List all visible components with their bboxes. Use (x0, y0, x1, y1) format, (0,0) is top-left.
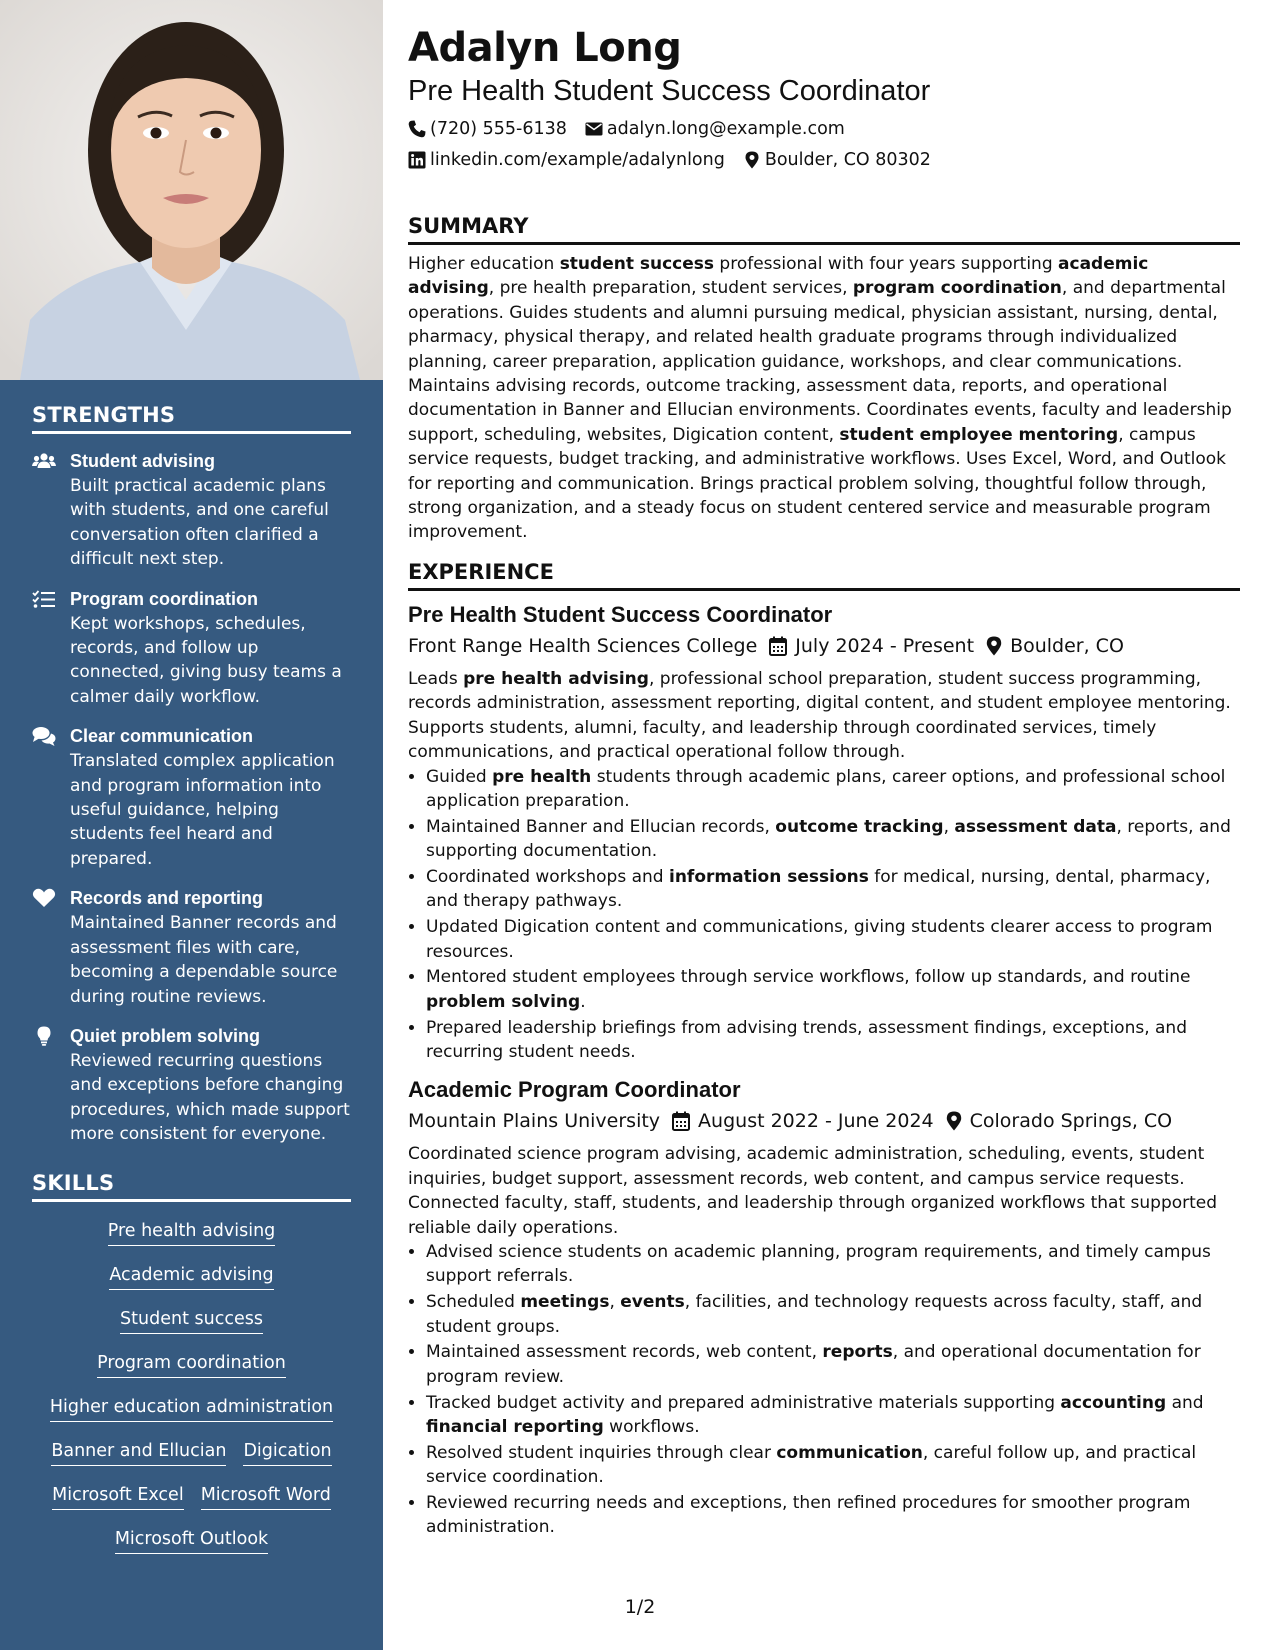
main-content (408, 22, 1240, 1541)
job-location (946, 1108, 1173, 1134)
job-bullet: • Guided pre health students through academic plans, career options, and professional school application preparation. (426, 765, 1240, 814)
job-bullet: • Coordinated workshops and information sessions for medical, nursing, dental, pharmacy, and therapy pathways. (426, 865, 1240, 914)
skill-tag: Program coordination (97, 1352, 286, 1378)
job-location-text: Colorado Springs, CO (969, 1110, 1173, 1133)
experience-section (408, 559, 1240, 1540)
job-meta (408, 633, 1240, 659)
job-title: Pre Health Student Success Coordinator (408, 601, 833, 627)
contact-row (408, 116, 1240, 142)
map-pin-icon (743, 151, 761, 169)
strength-description: Translated complex application and program information into useful guidance, helping students feel heard and prepared. (70, 751, 335, 869)
lightbulb-icon (32, 1026, 56, 1046)
sidebar (0, 0, 383, 1650)
strength-item (32, 588, 351, 710)
phone-contact (408, 116, 567, 142)
skills-heading: SKILLS (32, 1171, 351, 1202)
email-contact[interactable] (585, 116, 845, 142)
users-icon (32, 451, 56, 471)
job-bullet: • Maintained Banner and Ellucian records, outcome tracking, assessment data, reports, and supporting documentation. (426, 815, 1240, 864)
map-pin-icon (946, 1111, 962, 1131)
strength-title: Student advising (70, 451, 216, 471)
strength-title: Program coordination (70, 588, 259, 609)
phone-text: (720) 555-6138 (430, 119, 567, 139)
job-bullet: • Mentored student employees through service workflows, follow up standards, and routine problem solving. (426, 965, 1240, 1014)
linkedin-contact[interactable] (408, 147, 725, 173)
strength-description: Built practical academic plans with students, and one careful conversation often clarified a difficult next step. (70, 476, 329, 570)
strength-item (32, 725, 351, 871)
job-meta (408, 1108, 1240, 1134)
job-title: Academic Program Coordinator (408, 1077, 741, 1103)
skill-tag: Student success (120, 1308, 263, 1334)
job-company: Mountain Plains University (408, 1110, 661, 1133)
skill-tag: Banner and Ellucian (51, 1440, 226, 1466)
profile-photo (0, 0, 383, 380)
strength-description: Reviewed recurring questions and exceptions before changing procedures, which made support more consistent for everyone. (70, 1050, 350, 1145)
linkedin-icon (408, 151, 426, 169)
skill-tag: Digication (243, 1440, 331, 1466)
heart-icon (32, 888, 56, 908)
job-bullet: • Advised science students on academic planning, program requirements, and timely campus support referrals. (426, 1240, 1240, 1289)
experience-heading: EXPERIENCE (408, 559, 1240, 591)
job-bullet: • Resolved student inquiries through clear communication, careful follow up, and practical service coordination. (426, 1441, 1240, 1490)
skills-section (32, 1171, 351, 1572)
strengths-heading: STRENGTHS (32, 403, 351, 434)
email-text[interactable]: adalyn.long@example.com (606, 119, 845, 139)
location-contact (743, 147, 931, 173)
candidate-title: Pre Health Student Success Coordinator (408, 75, 931, 107)
summary-text: Higher education student success professional with four years supporting academic advising, pre health preparation, student services, program coordination, and departmental operations. Guides students and alumni pursuing medical, physician assistant, nursing, dental, pharmacy, physical therapy, and related health graduate programs through individualized planning, career preparation, application guidance, workshops, and clear communications. Maintains advising records, outcome tracking, assessment data, reports, and operational documentation in Banner and Ellucian environments. Coordinates events, faculty and leadership support, scheduling, websites, Digication content, student employee mentoring, campus service requests, budget tracking, and administrative workflows. Uses Excel, Word, and Outlook for reporting and communication. Brings practical problem solving, thoughtful follow through, strong organization, and a steady focus on student centered service and measurable program improvement. (408, 254, 1232, 543)
page-number: 1/2 (624, 1596, 656, 1618)
skill-tag: Higher education administration (50, 1396, 333, 1422)
job-bullet: • Tracked budget activity and prepared administrative materials supporting accounting and financial reporting workflows. (426, 1391, 1240, 1440)
strength-description: Maintained Banner records and assessment files with care, becoming a dependable source during routine reviews. (70, 913, 338, 1007)
job-bullet: • Reviewed recurring needs and exceptions, then refined procedures for smoother program administration. (426, 1491, 1240, 1540)
phone-icon (408, 120, 426, 138)
strength-description: Kept workshops, schedules, records, and follow up connected, giving busy teams a calmer daily workflow. (70, 613, 342, 707)
job-entry (408, 601, 1240, 1064)
job-summary: Leads pre health advising, professional school preparation, student success programming, records administration, assessment reporting, digital content, and student employee mentoring. Supports students, alumni, faculty, and leadership through coordinated services, timely communications, and practical operational follow through. (408, 668, 1231, 763)
checklist-icon (32, 589, 56, 609)
strength-title: Clear communication (70, 726, 254, 747)
strength-item (32, 450, 351, 572)
job-bullet: • Maintained assessment records, web content, reports, and operational documentation for program review. (426, 1340, 1240, 1389)
job-summary: Coordinated science program advising, academic administration, scheduling, events, student inquiries, budget support, assessment records, web content, and campus service requests. Connected faculty, staff, students, and leadership through organized workflows that supported reliable daily operations. (408, 1144, 1218, 1238)
strengths-section (32, 403, 351, 1147)
strength-item (32, 1025, 351, 1147)
linkedin-text[interactable]: linkedin.com/example/adalynlong (430, 150, 725, 170)
candidate-name: Adalyn Long (408, 25, 682, 71)
job-bullets (408, 765, 1240, 1065)
job-dates (769, 633, 974, 659)
skill-tag: Academic advising (109, 1264, 273, 1290)
skill-tag: Microsoft Word (201, 1484, 331, 1510)
job-bullets (408, 1240, 1240, 1540)
location-text: Boulder, CO 80302 (764, 150, 931, 170)
job-bullet: • Updated Digication content and communications, giving students clearer access to program resources. (426, 915, 1240, 964)
job-bullet: • Prepared leadership briefings from advising trends, assessment findings, exceptions, and recurring student needs. (426, 1016, 1240, 1065)
summary-section (408, 213, 1240, 545)
skills-list (32, 1220, 351, 1554)
strength-title: Quiet problem solving (70, 1025, 261, 1046)
job-company: Front Range Health Sciences College (408, 634, 758, 657)
comments-icon (32, 726, 56, 746)
skill-tag: Microsoft Excel (52, 1484, 184, 1510)
skill-tag: Microsoft Outlook (115, 1528, 268, 1554)
job-location-text: Boulder, CO (1010, 634, 1124, 657)
summary-heading: SUMMARY (408, 213, 1240, 245)
strength-item (32, 887, 351, 1009)
calendar-icon (672, 1111, 690, 1131)
job-location (986, 633, 1124, 659)
strength-title: Records and reporting (70, 888, 264, 909)
job-dates-text: July 2024 - Present (795, 634, 975, 657)
job-dates (672, 1108, 934, 1134)
calendar-icon (769, 636, 787, 656)
contact-row (408, 147, 1240, 173)
job-entry (408, 1076, 1240, 1539)
job-bullet: • Scheduled meetings, events, facilities, and technology requests across faculty, staff, and student groups. (426, 1290, 1240, 1339)
skill-tag: Pre health advising (108, 1220, 276, 1246)
job-dates-text: August 2022 - June 2024 (698, 1110, 934, 1133)
envelope-icon (585, 120, 603, 138)
map-pin-icon (986, 636, 1002, 656)
